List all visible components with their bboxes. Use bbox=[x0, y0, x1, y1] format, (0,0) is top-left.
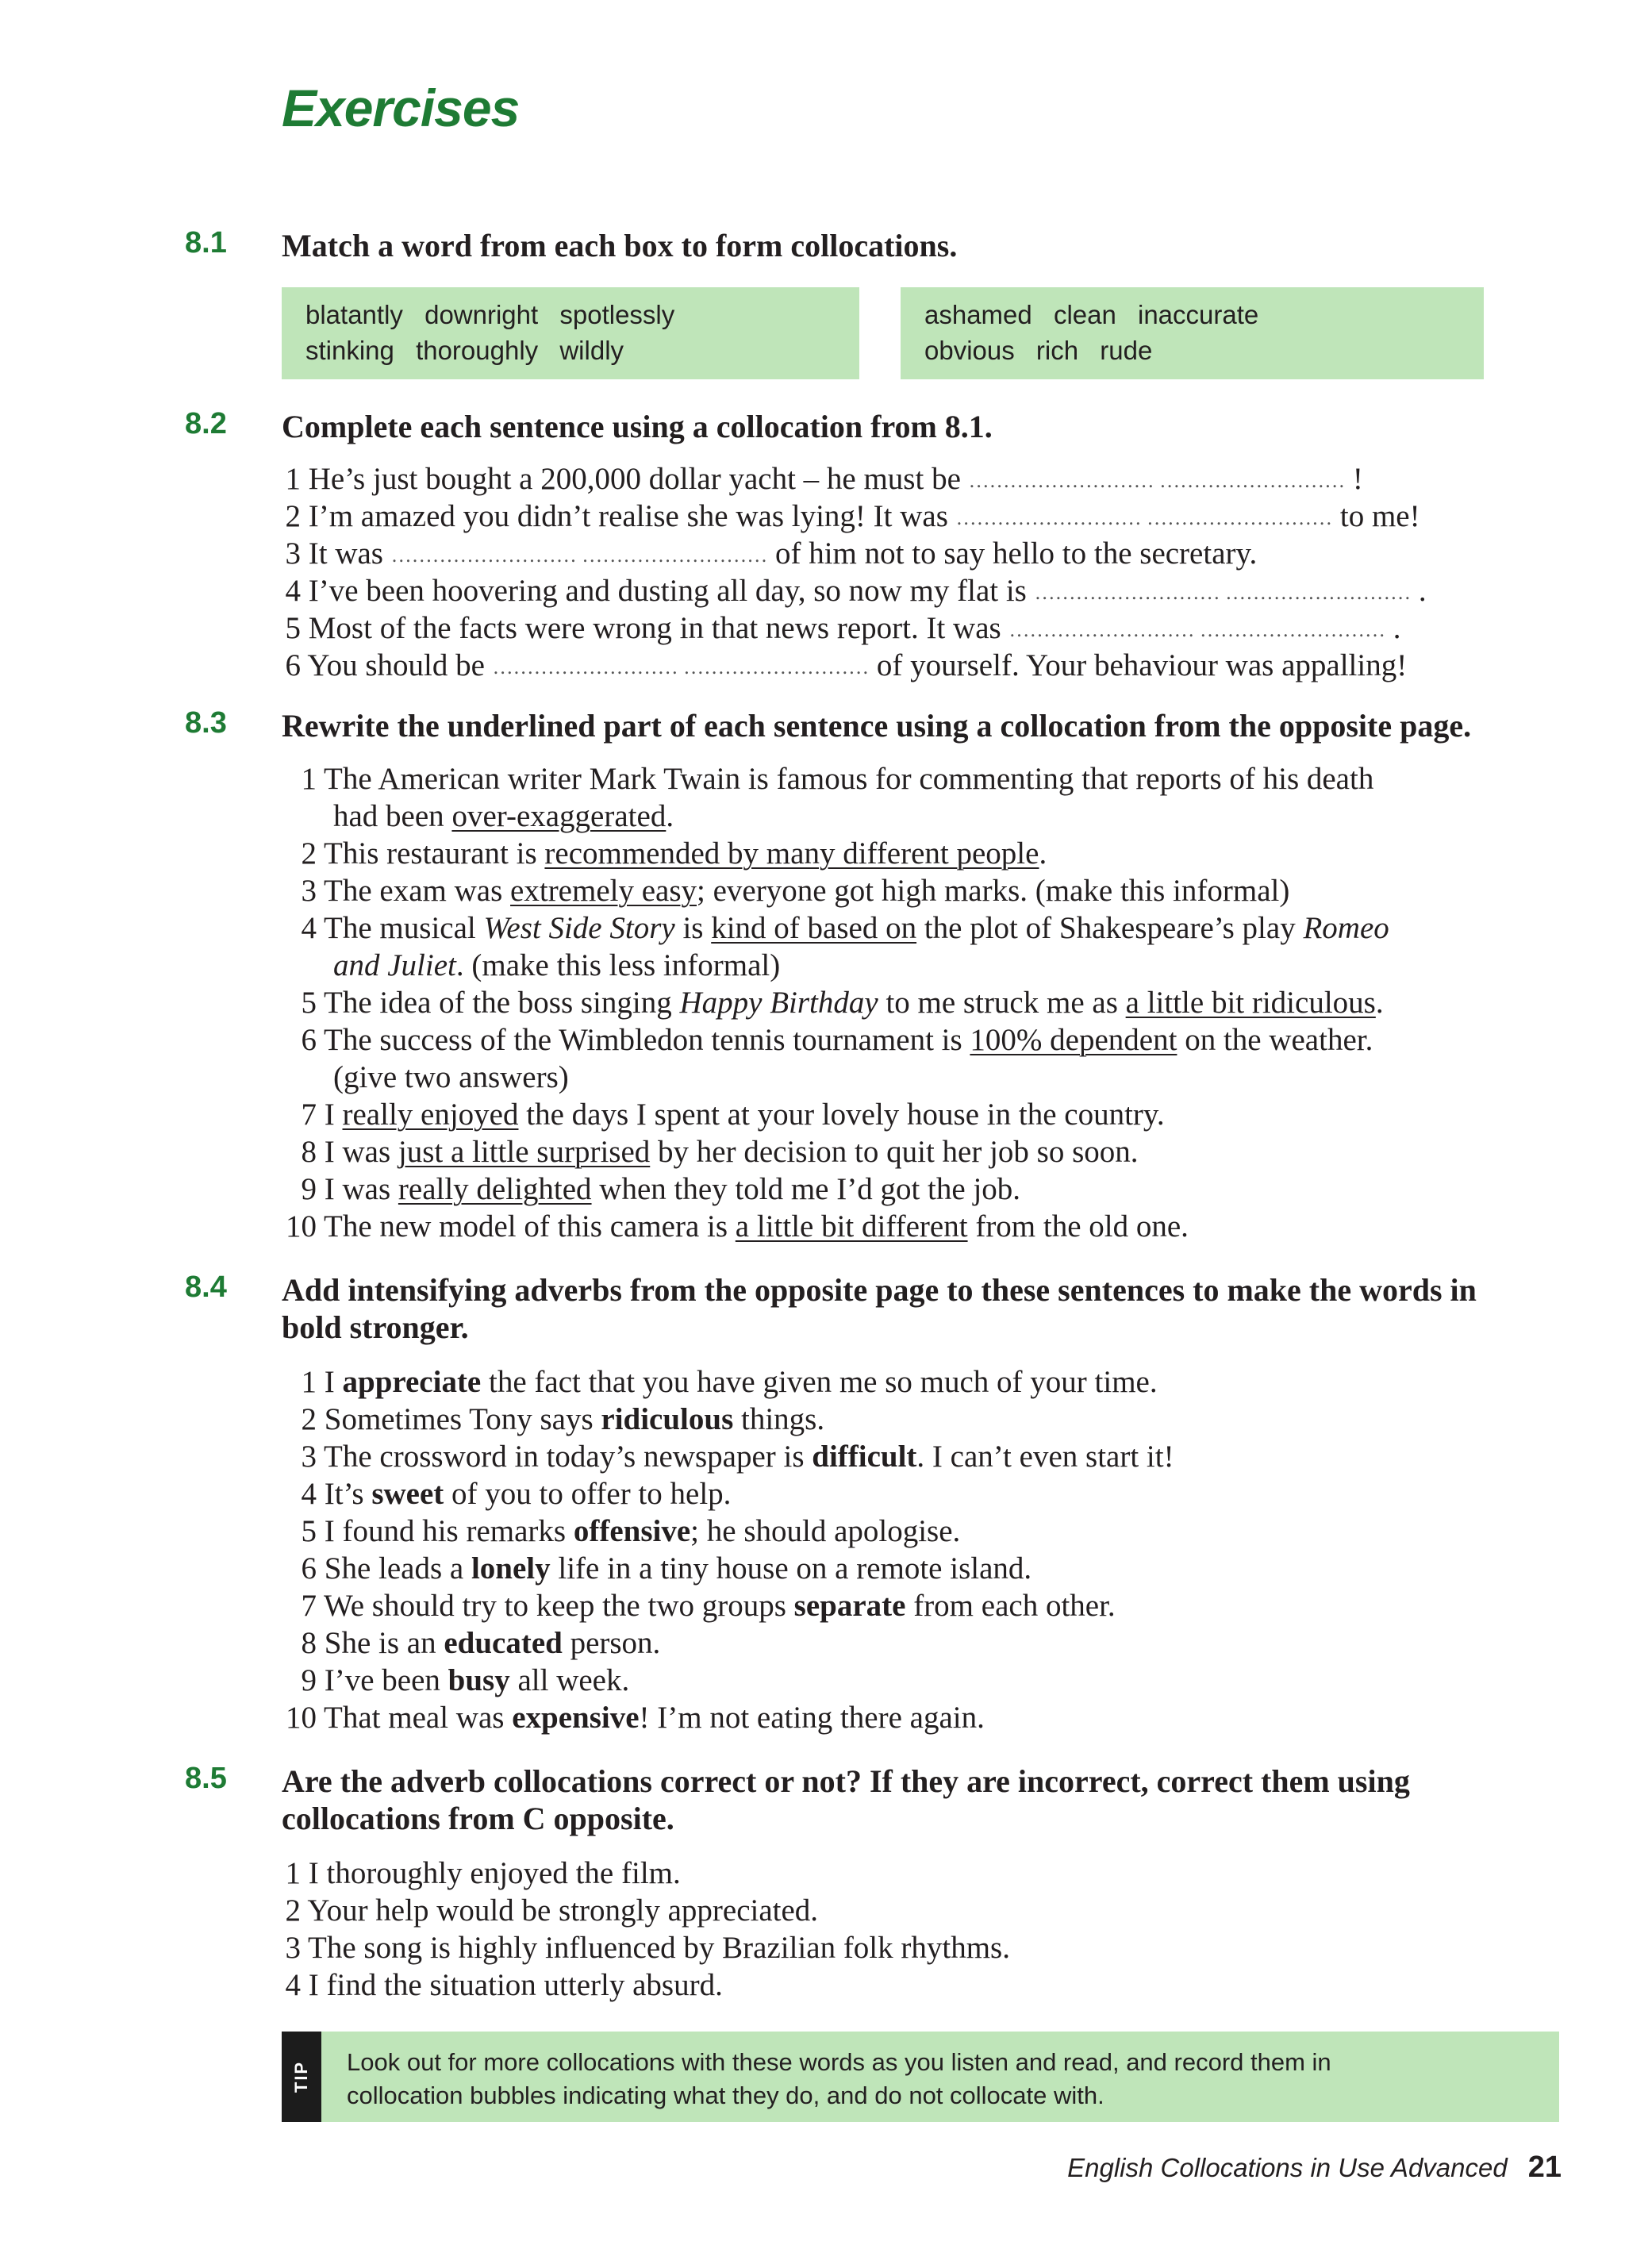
page-title: Exercises bbox=[282, 79, 520, 137]
list-item-continuation: and Juliet. (make this less informal) bbox=[333, 948, 781, 982]
list-item: 1 He’s just bought a 200,000 dollar yacht – he must be ……………………… ……………………… ! bbox=[285, 462, 1363, 496]
tip-label: TIP bbox=[282, 2032, 321, 2122]
box-word: ashamed bbox=[924, 300, 1032, 329]
box-word: wildly bbox=[559, 336, 624, 365]
exercise-number: 8.2 bbox=[185, 407, 227, 440]
exercise-instruction: Match a word from each box to form collocations. bbox=[282, 228, 958, 263]
box-word: obvious bbox=[924, 336, 1015, 365]
list-item-continuation: had been over-exaggerated. bbox=[333, 799, 674, 833]
list-item: 3 The exam was extremely easy; everyone got high marks. (make this informal) bbox=[301, 874, 1290, 908]
box-word: clean bbox=[1053, 300, 1116, 329]
page-number: 21 bbox=[1527, 2151, 1562, 2184]
word-box-adjectives bbox=[901, 287, 1484, 379]
list-item: 1 I appreciate the fact that you have given me so much of your time. bbox=[301, 1365, 1158, 1399]
box-word: rude bbox=[1100, 336, 1153, 365]
exercise-number: 8.3 bbox=[185, 706, 227, 740]
exercise-number: 8.5 bbox=[185, 1762, 227, 1795]
list-item: 6 You should be ……………………… ……………………… of yourself. Your behaviour was appalling! bbox=[285, 648, 1408, 682]
list-item: 10 That meal was expensive! I’m not eating there again. bbox=[286, 1701, 985, 1735]
list-item: 1 The American writer Mark Twain is famous for commenting that reports of his death bbox=[301, 762, 1374, 796]
list-item: 5 Most of the facts were wrong in that news report. It was ……………………… ……………………… . bbox=[285, 611, 1401, 645]
list-item: 6 The success of the Wimbledon tennis tournament is 100% dependent on the weather. bbox=[301, 1023, 1373, 1057]
box-word: inaccurate bbox=[1138, 300, 1259, 329]
list-item: 5 I found his remarks offensive; he should apologise. bbox=[301, 1514, 961, 1548]
list-item: 10 The new model of this camera is a little bit different from the old one. bbox=[286, 1209, 1189, 1244]
list-item: 1 I thoroughly enjoyed the film. bbox=[285, 1856, 681, 1890]
exercise-instruction: Complete each sentence using a collocation from 8.1. bbox=[282, 409, 993, 444]
list-item: 6 She leads a lonely life in a tiny house on a remote island. bbox=[301, 1551, 1032, 1586]
list-item: 3 The crossword in today’s newspaper is difficult. I can’t even start it! bbox=[301, 1440, 1174, 1474]
box-word: rich bbox=[1035, 336, 1079, 365]
list-item: 2 This restaurant is recommended by many different people. bbox=[301, 836, 1047, 871]
tip-text: Look out for more collocations with these words as you listen and read, and record them in collocation bubbles indicating what they do, and do not collocate with. bbox=[347, 2048, 1331, 2109]
list-item: 9 I was really delighted when they told me I’d got the job. bbox=[301, 1172, 1021, 1206]
exercise-number: 8.4 bbox=[185, 1270, 227, 1304]
page-footer bbox=[1067, 2151, 1562, 2185]
list-item: 3 The song is highly influenced by Brazilian folk rhythms. bbox=[285, 1931, 1010, 1965]
exercise-instruction: Rewrite the underlined part of each sentence using a collocation from the opposite page. bbox=[282, 708, 1472, 744]
list-item: 4 I’ve been hoovering and dusting all day, so now my flat is ……………………… ……………………… . bbox=[285, 574, 1427, 608]
list-item: 5 The idea of the boss singing Happy Birthday to me struck me as a little bit ridiculous. bbox=[301, 986, 1384, 1020]
box-word: stinking bbox=[305, 336, 394, 365]
list-item: 8 She is an educated person. bbox=[301, 1626, 661, 1660]
list-item: 2 Your help would be strongly appreciated. bbox=[285, 1893, 819, 1928]
list-item: 7 I really enjoyed the days I spent at your lovely house in the country. bbox=[301, 1097, 1165, 1132]
book-title: English Collocations in Use Advanced bbox=[1067, 2153, 1508, 2182]
list-item: 7 We should try to keep the two groups separate from each other. bbox=[301, 1589, 1116, 1623]
box-word: downright bbox=[424, 300, 539, 329]
list-item: 2 Sometimes Tony says ridiculous things. bbox=[301, 1402, 825, 1436]
list-item: 3 It was ……………………… ……………………… of him not to say hello to the secretary. bbox=[285, 536, 1258, 571]
list-item: 4 I find the situation utterly absurd. bbox=[285, 1968, 723, 2002]
exercise-number: 8.1 bbox=[185, 226, 227, 259]
exercise-instruction: Add intensifying adverbs from the opposite page to these sentences to make the words in bold stronger. bbox=[282, 1272, 1477, 1345]
box-word: spotlessly bbox=[559, 300, 675, 329]
list-item: 2 I’m amazed you didn’t realise she was lying! It was ……………………… ……………………… to me! bbox=[285, 499, 1420, 533]
word-box-adverbs bbox=[282, 287, 859, 379]
list-item-continuation: (give two answers) bbox=[333, 1060, 569, 1094]
list-item: 9 I’ve been busy all week. bbox=[301, 1663, 630, 1697]
list-item: 4 The musical West Side Story is kind of based on the plot of Shakespeare’s play Romeo bbox=[301, 911, 1389, 945]
tip-box bbox=[282, 2032, 1559, 2122]
list-item: 4 It’s sweet of you to offer to help. bbox=[301, 1477, 732, 1511]
box-word: blatantly bbox=[305, 300, 403, 329]
exercise-instruction: Are the adverb collocations correct or not? If they are incorrect, correct them using collocations from C opposite. bbox=[282, 1763, 1410, 1836]
list-item: 8 I was just a little surprised by her decision to quit her job so soon. bbox=[301, 1135, 1139, 1169]
box-word: thoroughly bbox=[416, 336, 539, 365]
